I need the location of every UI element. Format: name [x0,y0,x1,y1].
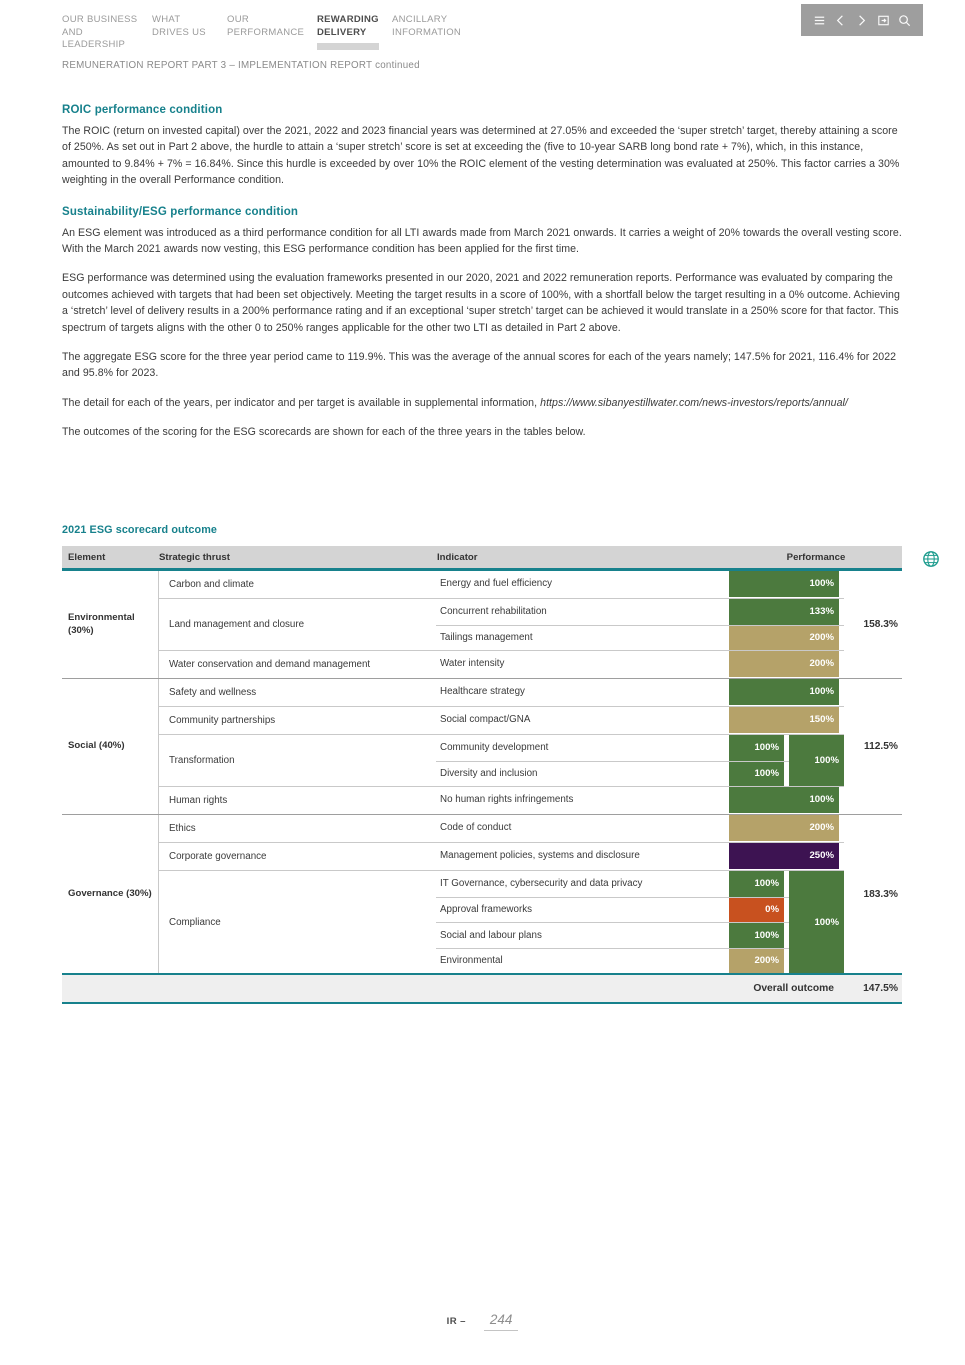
strategic-thrust-label: Community partnerships [169,715,276,726]
element-label: Governance (30%) [62,815,159,973]
indicator-label: Water intensity [440,658,505,670]
esg-scorecard-table [62,546,902,1004]
nav-item-line1: OUR BUSINESS [62,14,138,25]
indicator-label: Approval frameworks [440,904,533,916]
strategic-thrust-label: Corporate governance [169,851,267,862]
indicator-label: Healthcare strategy [440,686,525,698]
indicator-wrap [436,707,844,734]
thrust-rollup-value: 100% [789,735,844,786]
group-rows [159,815,844,973]
indicator-list [436,599,844,650]
strategic-thrust-label: Carbon and climate [169,579,254,590]
indicator-row [436,871,789,897]
strategic-thrust-label: Water conservation and demand management [169,659,371,670]
esg-paragraph-5: The outcomes of the scoring for the ESG scorecards are shown for each of the three years in the tables below. [62,426,586,439]
strategic-thrust-label: Land management and closure [169,619,305,630]
nav-item-ancillary[interactable] [392,14,467,52]
indicator-wrap [436,843,844,870]
element-score: 112.5% [864,741,898,752]
indicator-wrap [436,871,844,973]
indicator-performance-value: 133% [729,599,839,625]
indicator-label: Energy and fuel efficiency [440,578,553,590]
indicator-wrap [436,571,844,598]
strategic-thrust-label: Transformation [169,755,235,766]
indicator-label: IT Governance, cybersecurity and data privacy [440,878,643,890]
table-row [159,786,844,814]
table-group [62,679,902,815]
indicator-performance-value: 100% [729,787,839,813]
overall-outcome-row [62,975,902,1002]
element-label: Social (40%) [62,679,159,814]
indicator-list [436,735,789,786]
nav-item-our-business[interactable] [62,14,152,52]
next-icon[interactable] [854,13,869,28]
indicator-wrap [436,815,844,842]
indicator-row [436,922,789,948]
indicator-label: Social compact/GNA [440,714,531,726]
esg-paragraph-2: ESG performance was determined using the evaluation frameworks presented in our 2020, 2021 and 2022 remuneration reports. Performance was evaluated by comparing the outcomes achieved with targets that had been set objectively. Meeting the target results in a score of 100%, with a shortfall below the target resulting in a 0% outcome. Achieving a ‘stretch’ level of delivery results in a 200% performance rating and if an exceptional ‘super stretch’ target can be achieved it would translate in a 250% score for that factor. This spectrum of targets aligns with the other 0 to 250% ranges applicable for the other two LTI as detailed in Part 2 above. [62,272,900,334]
nav-item-line1: REWARDING [317,14,379,25]
nav-item-line2: DRIVES US [152,26,206,38]
nav-item-our[interactable] [227,14,317,52]
indicator-label: No human rights infringements [440,794,574,806]
nav-item-line1: ANCILLARY [392,14,448,25]
indicator-row [436,897,789,923]
indicator-row [436,843,844,869]
indicator-wrap [436,787,844,814]
indicator-label: Environmental [440,955,503,967]
indicator-performance-value: 250% [729,843,839,869]
indicator-list [436,707,844,734]
strategic-thrust-label: Ethics [169,823,196,834]
element-score: 183.3% [863,888,898,900]
indicator-performance-value: 100% [729,762,784,787]
indicator-row [436,679,844,705]
reader-toolbar [801,4,923,36]
globe-icon[interactable] [922,550,940,568]
indicator-wrap [436,735,844,786]
table-row [159,734,844,786]
menu-icon[interactable] [812,13,827,28]
indicator-performance-value: 100% [729,923,784,948]
indicator-row [436,787,844,813]
strategic-thrust-label: Safety and wellness [169,687,257,698]
indicator-performance-value: 200% [729,815,839,841]
page-footer [0,1312,965,1331]
indicator-performance-value: 200% [729,651,839,677]
table-row [159,842,844,870]
table-row [159,706,844,734]
indicator-row [436,815,844,841]
indicator-label: Code of conduct [440,822,512,834]
nav-item-line2: AND LEADERSHIP [62,26,126,50]
indicator-label: Social and labour plans [440,929,542,941]
esg-heading: Sustainability/ESG performance condition [62,205,299,218]
nav-item-line1: WHAT [152,14,181,25]
indicator-performance-value: 100% [729,871,784,897]
overall-outcome-value: 147.5% [863,983,898,994]
table-row [159,650,844,678]
breadcrumb-main: REMUNERATION REPORT PART 3 – IMPLEMENTATION REPORT [62,60,376,71]
previous-icon[interactable] [833,13,848,28]
indicator-performance-value: 100% [729,571,839,597]
supplemental-info-url[interactable]: https://www.sibanyestillwater.com/news-investors/reports/annual/ [540,396,848,409]
indicator-wrap [436,651,844,678]
column-header-indicator: Indicator [437,551,478,563]
indicator-label: Diversity and inclusion [440,768,538,780]
indicator-list [436,815,844,842]
indicator-row [436,735,789,761]
indicator-wrap [436,679,844,706]
group-rows [159,679,844,814]
search-icon[interactable] [897,13,912,28]
indicator-row [436,571,844,597]
roic-heading: ROIC performance condition [62,104,223,116]
table-title: 2021 ESG scorecard outcome [62,524,218,536]
esg-paragraph-1: An ESG element was introduced as a third performance condition for all LTI awards made from March 2021 onwards. It carries a weight of 20% towards the overall vesting score. With the March 2021 awards now vesting, this ESG performance condition has been applied for the first time. [62,226,902,256]
indicator-row [436,948,789,974]
element-score: 158.3% [863,619,898,630]
breadcrumb-continued: continued [375,60,420,71]
table-row [159,679,844,706]
indicator-performance-value: 100% [729,679,839,705]
indicator-list [436,787,844,814]
bookmark-icon[interactable] [876,13,891,28]
table-group [62,571,902,679]
indicator-list [436,679,844,706]
table-row [159,571,844,598]
nav-item-what[interactable] [152,14,227,52]
table-header-row [62,546,902,568]
page-number: 244 [484,1312,519,1331]
nav-item-line2: DELIVERY [317,26,367,38]
esg-paragraph-3: The aggregate ESG score for the three year period came to 119.9%. This was the average of the annual scores for each of the years namely; 147.5% for 2021, 116.4% for 2022 and 95.8% for 2023. [62,351,897,380]
indicator-list [436,651,844,678]
indicator-row [436,599,844,625]
thrust-rollup-value: 100% [789,871,844,973]
column-header-strategic-thrust: Strategic thrust [159,551,230,563]
table-body [62,571,902,973]
article-body [62,104,902,454]
indicator-label: Management policies, systems and disclosure [440,850,640,862]
indicator-label: Community development [440,742,549,754]
roic-paragraph: The ROIC (return on invested capital) over the 2021, 2022 and 2023 financial years was determined at 27.05% and exceeded the ‘super stretch’ target, thereby attaining a score of 250%. As set out in Part 2 above, the hurdle to attain a ‘super stretch’ score is set at exceeding the (five to 10-year SARB long bond rate + 7%), which, in this instance, amounted to 9.84% + 7% = 16.84%. Since this hurdle is exceeded by over 10% the ROIC element of the vesting determination was evaluated at 250%. This factor carries a 30% weighting in the overall Performance condition. [62,125,900,187]
section-navigation [62,14,467,52]
esg-paragraph-4 [62,395,902,411]
nav-item-line2: PERFORMANCE [227,26,305,38]
indicator-label: Tailings management [440,632,533,644]
column-header-element: Element [68,551,106,563]
table-row [159,598,844,650]
indicator-wrap [436,599,844,650]
nav-item-rewarding[interactable] [317,14,392,52]
strategic-thrust-label: Human rights [169,795,228,806]
column-header-performance: Performance [786,551,846,563]
nav-item-line1: OUR [227,14,250,25]
footer-prefix: IR – [446,1316,466,1327]
group-rows [159,571,844,678]
supplemental-info-lead: The detail for each of the years, per indicator and per target is available in supplemental information, [62,396,541,409]
table-group [62,815,902,973]
indicator-row [436,625,844,651]
indicator-performance-value: 150% [729,707,839,733]
nav-item-line2: INFORMATION [392,26,462,38]
indicator-performance-value: 200% [729,626,839,651]
element-label: Environmental (30%) [62,571,159,678]
table-bottom-rule [62,1002,902,1004]
indicator-row [436,651,844,677]
indicator-list [436,871,789,973]
indicator-list [436,571,844,598]
table-row [159,870,844,973]
breadcrumb [62,60,420,71]
indicator-performance-value: 100% [729,735,784,761]
strategic-thrust-label: Compliance [169,916,221,928]
indicator-row [436,707,844,733]
nav-active-underline [317,43,379,50]
indicator-performance-value: 200% [729,949,784,974]
table-row [159,815,844,842]
indicator-row [436,761,789,787]
overall-outcome-label: Overall outcome [753,983,834,994]
indicator-performance-value: 0% [729,898,784,923]
indicator-list [436,843,844,870]
indicator-label: Concurrent rehabilitation [440,606,547,618]
